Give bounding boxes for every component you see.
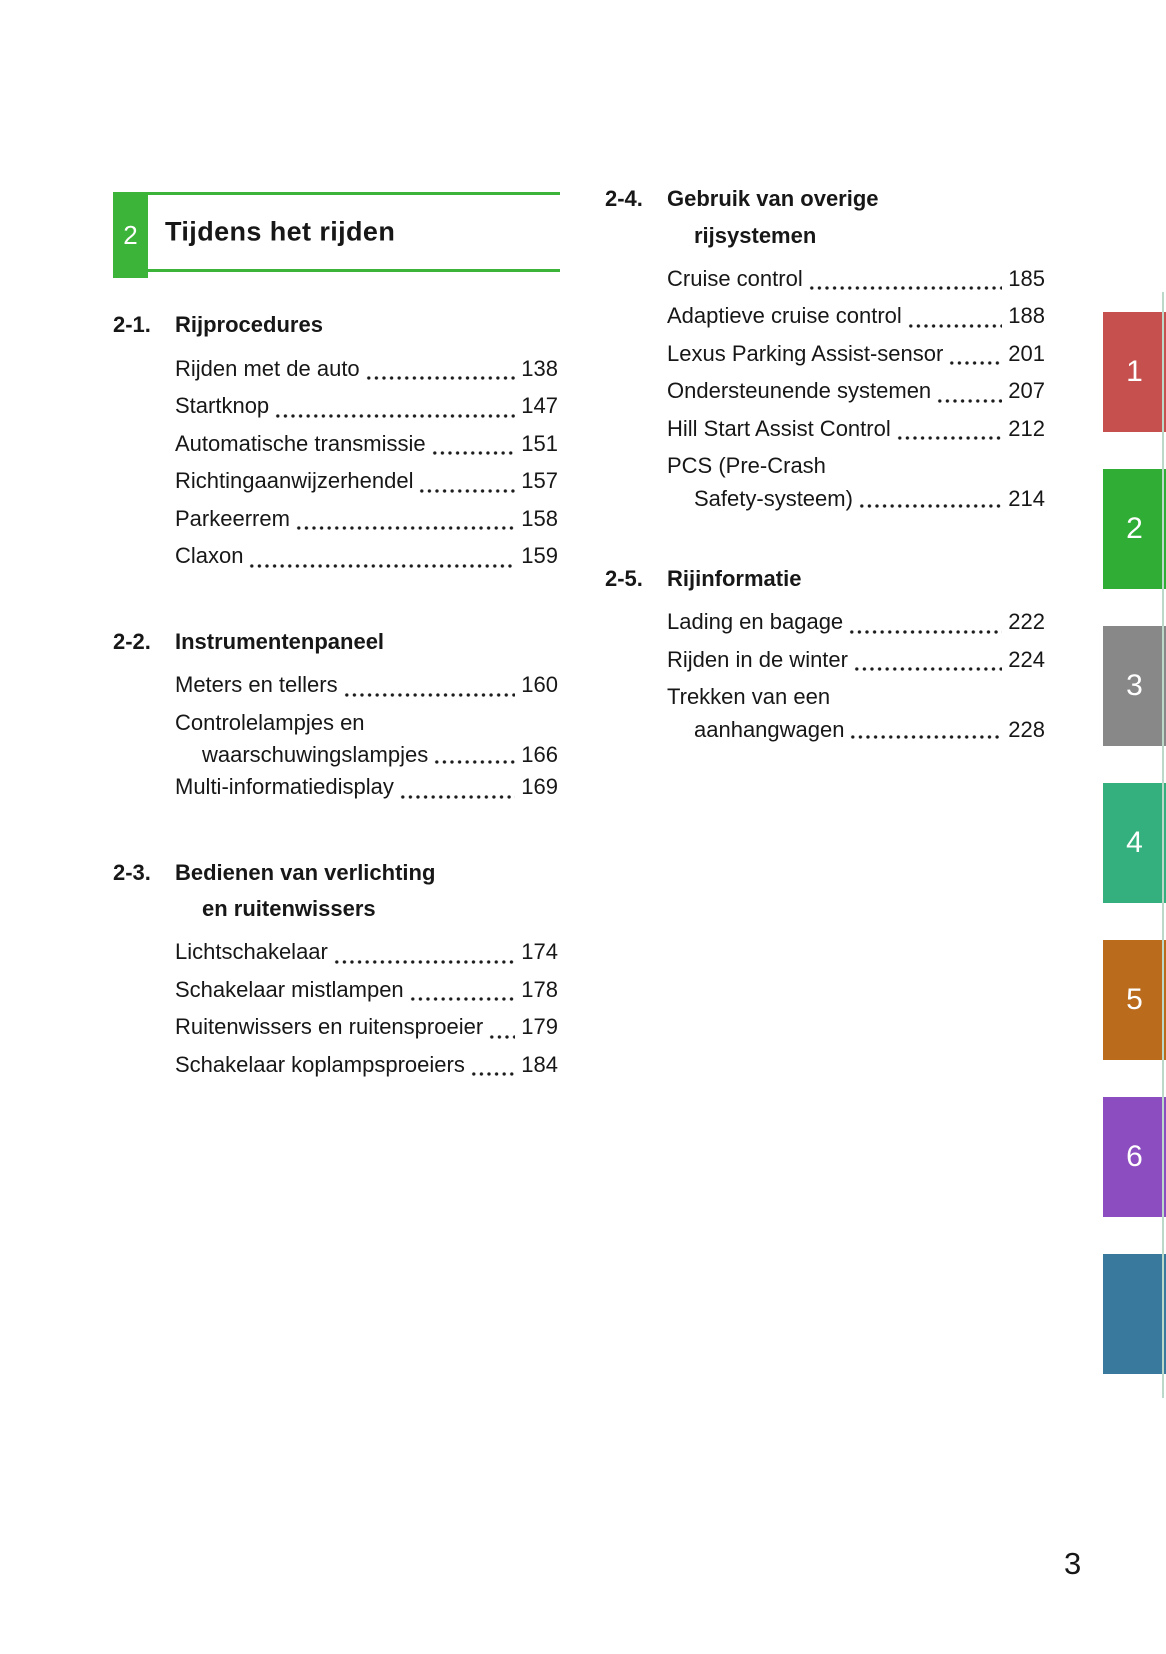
toc-entry-row	[175, 741, 558, 768]
toc-entry-page: 158	[521, 505, 558, 531]
toc-entry	[667, 447, 1045, 512]
side-tab	[1103, 940, 1166, 1060]
toc-entry-label: Parkeerrem	[175, 505, 290, 531]
toc-entry-page: 166	[521, 742, 558, 767]
section-heading	[175, 623, 558, 661]
toc-entry-label-first-line: Trekken van een	[667, 684, 831, 709]
chapter-tab-strip	[1103, 312, 1166, 1411]
dot-leader	[896, 436, 1003, 440]
toc-entry	[175, 666, 558, 704]
toc-entry	[175, 933, 558, 971]
toc-entry-label: Adaptieve cruise control	[667, 303, 902, 328]
side-tab-label: 6	[1126, 1140, 1143, 1173]
toc-entry-page: 207	[1008, 378, 1045, 403]
section-number: 2-1.	[113, 312, 151, 337]
section-entries	[113, 666, 558, 806]
chapter-title: Tijdens het rijden	[165, 216, 396, 247]
section-entries	[605, 603, 1045, 743]
toc-entry-row	[175, 971, 558, 1009]
chapter-number: 2	[123, 219, 138, 250]
dot-leader	[343, 693, 516, 697]
toc-entry-label: Hill Start Assist Control	[667, 415, 891, 441]
toc-entry-page: 174	[521, 939, 558, 964]
dot-leader	[808, 286, 1003, 290]
section-heading	[175, 854, 558, 928]
dot-leader	[849, 735, 1002, 739]
chapter-number-badge	[113, 192, 148, 278]
dot-leader	[333, 960, 515, 964]
toc-entry-page: 169	[521, 774, 558, 799]
toc-entry-row	[667, 297, 1045, 335]
toc-entry-label: Schakelaar mistlampen	[175, 976, 404, 1002]
toc-section	[113, 854, 558, 1084]
dot-leader	[409, 997, 516, 1001]
toc-entry	[175, 425, 558, 463]
dot-leader	[488, 1035, 515, 1039]
toc-entry	[667, 372, 1045, 410]
dot-leader	[399, 795, 515, 799]
page-number: 3	[1064, 1546, 1082, 1581]
toc-entry-row	[667, 603, 1045, 641]
toc-entry-row	[667, 372, 1045, 410]
toc-entry-page: 159	[521, 543, 558, 568]
section-heading-line1: Rijinformatie	[667, 565, 802, 591]
side-tab-label: 1	[1126, 355, 1143, 388]
toc-entry	[175, 1046, 558, 1084]
section-heading-line1: Gebruik van overige	[667, 186, 879, 211]
toc-entry-label: Claxon	[175, 543, 244, 568]
side-tab	[1103, 1254, 1166, 1374]
toc-section	[605, 180, 1045, 512]
toc-entry-label: Lexus Parking Assist-sensor	[667, 340, 944, 366]
toc-entry-label-first-line: PCS (Pre-Crash	[667, 453, 826, 478]
section-heading-row	[113, 854, 558, 928]
toc-entry-label: Ondersteunende systemen	[667, 378, 932, 403]
side-tab	[1103, 1097, 1166, 1217]
toc-entry-label-first-line: Controlelampjes en	[175, 709, 365, 735]
toc-entry	[175, 704, 558, 769]
toc-entry-row	[667, 260, 1045, 298]
toc-entry	[667, 603, 1045, 641]
toc-section	[605, 560, 1045, 743]
toc-entry-page: 157	[521, 468, 558, 493]
dot-leader	[274, 414, 515, 418]
toc-entry-row	[667, 410, 1045, 448]
section-number: 2-3.	[113, 859, 151, 885]
toc-entry-page: 160	[521, 672, 558, 697]
section-heading-line2: rijsystemen	[694, 222, 817, 248]
toc-entry-row	[175, 537, 558, 575]
toc-entry	[667, 260, 1045, 298]
section-entries	[605, 260, 1045, 512]
toc-entry	[175, 462, 558, 500]
toc-right-column	[605, 180, 1045, 743]
toc-entry-label: Lading en bagage	[667, 609, 844, 634]
side-tab	[1103, 626, 1166, 746]
dot-leader	[365, 376, 516, 380]
section-number: 2-5.	[605, 565, 643, 591]
toc-entry	[175, 350, 558, 388]
toc-left-column	[113, 306, 558, 1083]
toc-entry-row	[175, 666, 558, 704]
toc-entry-row	[175, 425, 558, 463]
chapter-header	[113, 192, 560, 272]
section-heading-line1: Rijprocedures	[175, 312, 323, 337]
toc-section	[113, 306, 558, 575]
toc-entry-row	[175, 500, 558, 538]
toc-entry-row	[175, 933, 558, 971]
side-tab	[1103, 312, 1166, 432]
toc-entry-row	[667, 641, 1045, 679]
dot-leader	[248, 564, 515, 568]
dot-leader	[853, 667, 1002, 671]
toc-entry	[175, 500, 558, 538]
toc-entry-row	[667, 335, 1045, 373]
toc-entry	[667, 297, 1045, 335]
dot-leader	[431, 451, 516, 455]
toc-entry-label: Meters en tellers	[175, 672, 338, 697]
toc-entry-label: Cruise control	[667, 265, 803, 291]
toc-entry-page: 228	[1008, 716, 1045, 742]
side-tab-label: 3	[1126, 669, 1143, 702]
toc-entry-page: 184	[521, 1051, 558, 1077]
toc-entry	[667, 335, 1045, 373]
side-tab-label: 2	[1126, 512, 1143, 545]
toc-entry	[175, 768, 558, 806]
toc-entry-page: 224	[1008, 646, 1045, 672]
section-heading-row	[113, 306, 558, 344]
section-heading-row	[113, 623, 558, 661]
toc-entry-page: 185	[1008, 265, 1045, 291]
toc-entry-page: 151	[521, 430, 558, 456]
toc-entry-label: Richtingaanwijzerhendel	[175, 468, 414, 493]
toc-entry-row	[667, 485, 1045, 512]
side-tab	[1103, 469, 1166, 589]
side-tab-label: 4	[1126, 826, 1143, 859]
side-tab	[1103, 783, 1166, 903]
toc-entry-page: 178	[521, 976, 558, 1002]
toc-entry-row	[175, 1008, 558, 1046]
dot-leader	[936, 399, 1002, 403]
section-entries	[113, 350, 558, 575]
toc-entry-page: 201	[1008, 340, 1045, 366]
toc-entry-page: 222	[1008, 609, 1045, 634]
toc-entry-label: Rijden met de auto	[175, 355, 360, 381]
toc-entry-label: Schakelaar koplampsproeiers	[175, 1051, 465, 1077]
toc-entry-label: Rijden in de winter	[667, 646, 848, 672]
toc-section	[113, 623, 558, 806]
toc-entry-row	[667, 716, 1045, 743]
toc-entry-page: 212	[1008, 415, 1045, 441]
dot-leader	[295, 526, 515, 530]
toc-entry	[175, 387, 558, 425]
toc-entry	[175, 971, 558, 1009]
toc-entry-label: Automatische transmissie	[175, 430, 426, 456]
section-heading-line1: Instrumentenpaneel	[175, 628, 385, 654]
dot-leader	[433, 760, 515, 764]
toc-entry-row	[175, 462, 558, 500]
toc-entry-row	[175, 1046, 558, 1084]
dot-leader	[907, 324, 1002, 328]
section-number: 2-4.	[605, 186, 643, 211]
toc-entry-page: 214	[1008, 485, 1045, 511]
dot-leader	[858, 504, 1002, 508]
toc-entry-label: Safety-systeem)	[694, 485, 853, 511]
toc-entry-label: Ruitenwissers en ruitensproeier	[175, 1014, 484, 1039]
toc-entry	[667, 678, 1045, 743]
toc-entry-row	[175, 387, 558, 425]
toc-entry-label: aanhangwagen	[694, 716, 845, 742]
toc-entry-row	[175, 350, 558, 388]
section-heading-row	[605, 560, 1045, 598]
side-tab-label: 5	[1126, 983, 1143, 1016]
toc-entry	[667, 641, 1045, 679]
toc-entry-label: Lichtschakelaar	[175, 939, 328, 964]
toc-entry-page: 138	[521, 355, 558, 381]
toc-entry-page: 188	[1008, 303, 1045, 328]
dot-leader	[948, 361, 1002, 365]
section-number: 2-2.	[113, 628, 151, 654]
dot-leader	[848, 630, 1002, 634]
dot-leader	[418, 489, 515, 493]
dot-leader	[470, 1072, 515, 1076]
section-heading-row	[605, 180, 1045, 254]
toc-entry-page: 147	[521, 393, 558, 418]
toc-entry-label: Multi-informatiedisplay	[175, 774, 394, 799]
toc-entry-label: waarschuwingslampjes	[202, 742, 429, 767]
toc-entry-row	[175, 768, 558, 806]
toc-entry	[175, 537, 558, 575]
section-heading-line2: en ruitenwissers	[202, 896, 376, 921]
section-heading-line1: Bedienen van verlichting	[175, 859, 436, 885]
page-edge-line	[1162, 292, 1164, 1398]
toc-entry-page: 179	[521, 1014, 558, 1039]
section-heading	[175, 306, 558, 344]
toc-entry	[667, 410, 1045, 448]
section-heading	[667, 560, 1045, 598]
toc-entry-label: Startknop	[175, 393, 270, 418]
section-entries	[113, 933, 558, 1083]
toc-entry	[175, 1008, 558, 1046]
section-heading	[667, 180, 1045, 254]
